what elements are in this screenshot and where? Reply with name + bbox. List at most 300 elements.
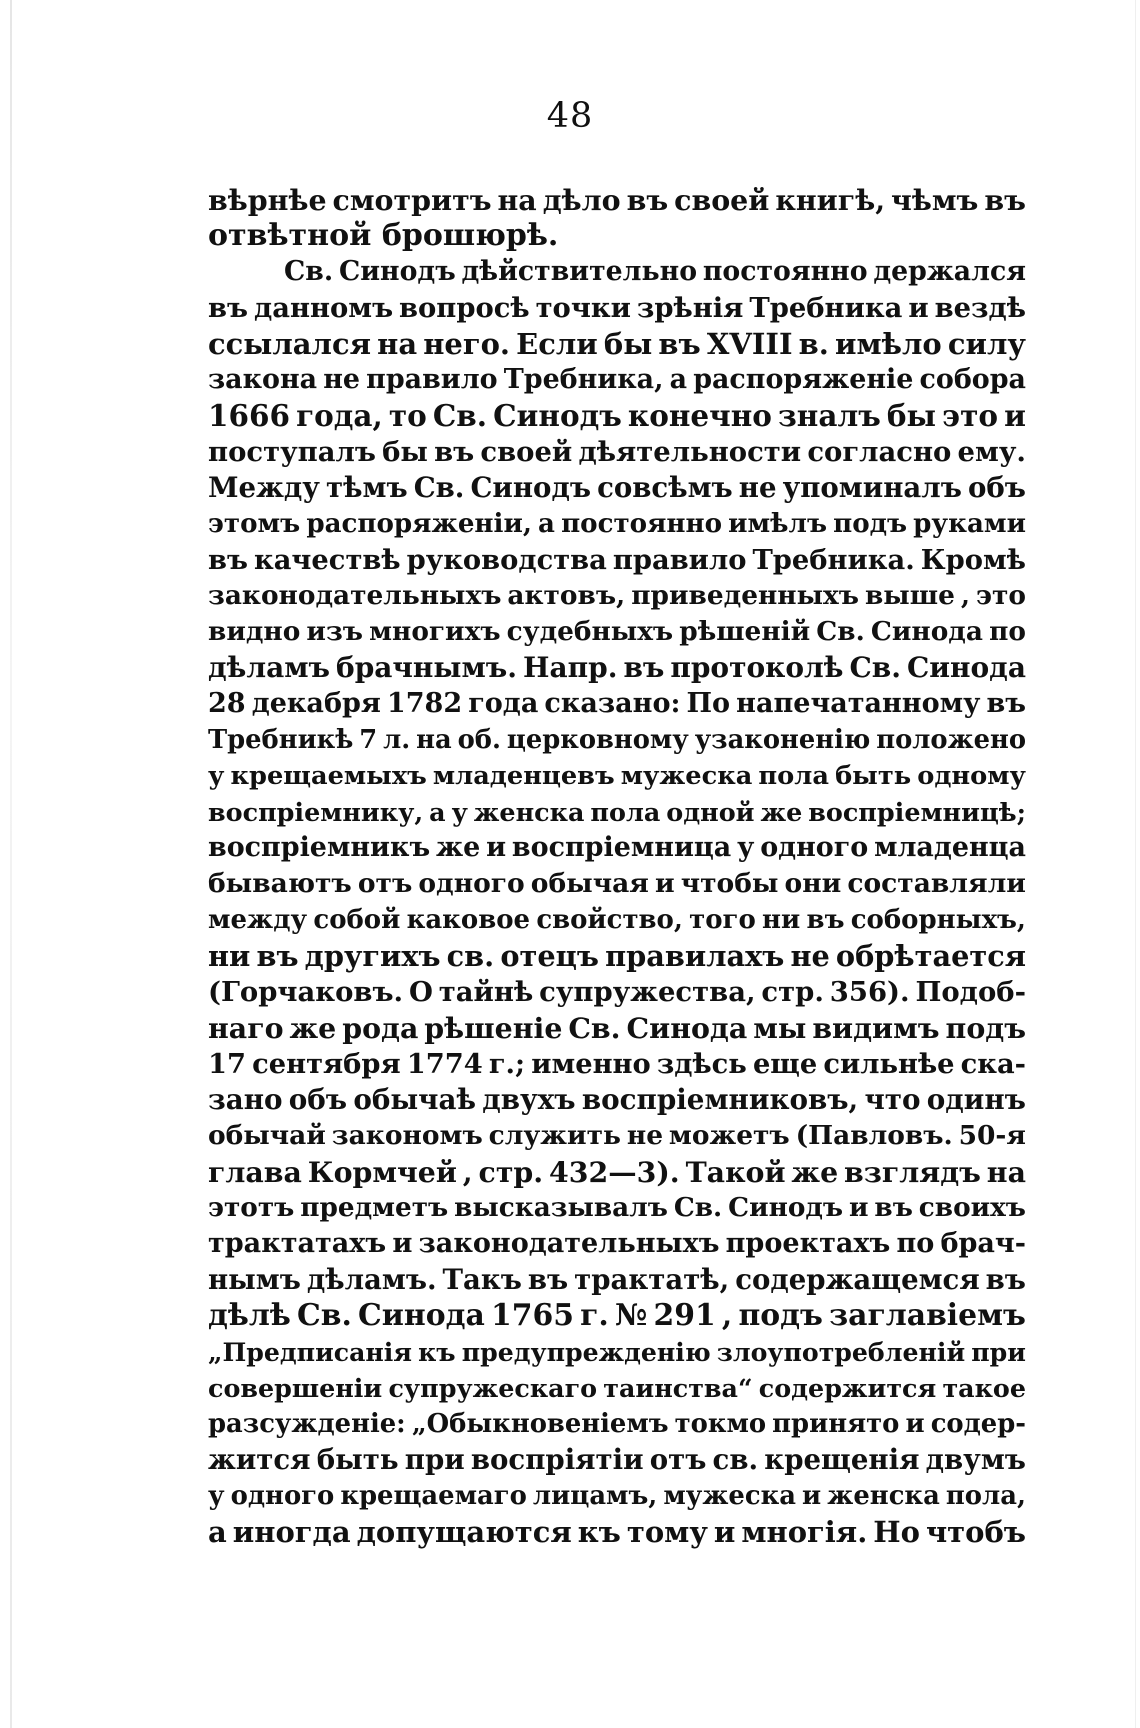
word: Св. — [413, 471, 465, 504]
word: объ — [967, 471, 1026, 504]
word: Такой — [685, 1155, 786, 1189]
word: Требникѣ — [208, 725, 354, 755]
word: въ — [527, 1263, 569, 1296]
word: того — [689, 905, 756, 935]
word: Синода — [906, 651, 1026, 684]
body-text — [208, 182, 1026, 1550]
word: Требника — [749, 292, 903, 324]
word: сильнѣе — [823, 1048, 955, 1080]
word: соборныхъ, — [850, 905, 1026, 935]
word: здѣсь — [656, 1048, 747, 1080]
word: одинъ — [926, 1083, 1026, 1116]
word: одному — [917, 761, 1026, 791]
word: это — [975, 580, 1026, 611]
word: св. — [712, 1443, 759, 1476]
word: крещаемыхъ — [230, 761, 427, 791]
word: приведенныхъ — [631, 580, 859, 611]
word: Требника. — [752, 544, 915, 576]
text-line — [208, 866, 1026, 902]
word: глава — [208, 1155, 302, 1189]
word: качествѣ — [253, 544, 401, 576]
word: а — [538, 508, 555, 539]
word: вездѣ — [934, 292, 1026, 324]
word: составляли — [847, 868, 1026, 899]
word: наго — [208, 1011, 284, 1045]
word: отъ — [649, 1443, 707, 1476]
word: рѣшеніе — [424, 1011, 563, 1045]
word: чтобъ — [925, 1515, 1026, 1549]
word: допущаются — [356, 1515, 572, 1549]
text-line — [208, 182, 1026, 218]
scan-edge-shadow-right — [1135, 0, 1136, 1728]
word: въ — [256, 939, 299, 973]
word: быть — [316, 1443, 399, 1476]
text-line — [208, 758, 1026, 794]
word: Но — [873, 1515, 920, 1549]
word: положено — [876, 725, 1026, 755]
word: согласно — [807, 436, 952, 468]
word: правило — [612, 544, 747, 576]
word: содержится — [758, 1373, 937, 1403]
word: Синода — [626, 1011, 748, 1045]
word: пола — [590, 797, 661, 827]
word: свойство, — [536, 905, 683, 935]
word: и — [802, 1481, 822, 1511]
word: своей — [674, 183, 770, 217]
word: воспріятіи — [470, 1443, 644, 1476]
word: держался — [873, 256, 1026, 287]
word: же — [791, 1155, 839, 1189]
text-line — [208, 974, 1026, 1010]
word: , — [462, 1155, 473, 1189]
word: силу — [947, 327, 1026, 361]
text-line — [208, 1298, 1026, 1334]
word: обычаѣ — [353, 1083, 476, 1116]
word: подъ — [738, 1298, 823, 1333]
word: въ — [986, 688, 1026, 719]
text-line — [208, 362, 1026, 398]
word: узаконенію — [694, 725, 871, 755]
text-line — [208, 542, 1026, 578]
word: у — [451, 797, 468, 827]
word: и — [713, 1515, 736, 1549]
word: одной — [666, 797, 755, 827]
word: не — [323, 364, 360, 395]
word: об. — [457, 725, 501, 755]
text-line — [208, 1226, 1026, 1262]
word: у — [208, 761, 225, 791]
word: въ — [985, 1263, 1026, 1296]
word: предупрежденію — [461, 1337, 711, 1367]
word: и — [654, 868, 675, 899]
word: собой — [313, 905, 401, 935]
word: судебныхъ — [506, 616, 674, 647]
text-line — [208, 1154, 1026, 1190]
word: Св. — [816, 616, 865, 647]
word: лицамъ, — [532, 1481, 658, 1511]
word: вѣрнѣе — [208, 183, 327, 217]
word: распоряженіи, — [306, 508, 532, 539]
word: токмо — [674, 1409, 767, 1439]
word: упоминалъ — [782, 471, 962, 504]
word: зано — [208, 1083, 283, 1116]
word: можетъ — [668, 1120, 790, 1151]
word: у — [737, 832, 755, 863]
word: на — [497, 183, 537, 217]
word: книгѣ, — [775, 183, 886, 217]
word: актовъ, — [507, 580, 626, 611]
word: Кромѣ — [920, 544, 1026, 576]
word: „Обыкновеніемъ — [411, 1409, 669, 1439]
word: Синода — [870, 616, 983, 647]
word: правило — [366, 364, 498, 395]
word: пола, — [945, 1481, 1026, 1511]
word: ему. — [957, 436, 1026, 468]
word: 50-я — [958, 1120, 1026, 1151]
word: ни — [208, 939, 251, 973]
word: содер- — [930, 1409, 1026, 1439]
word: воспріемница — [511, 832, 732, 863]
word: имѣло — [834, 327, 942, 361]
word: декабря — [251, 688, 381, 719]
word: служить — [488, 1120, 621, 1151]
word: смотритъ — [332, 183, 492, 217]
word: правилахъ — [605, 939, 785, 973]
word: Синодъ — [728, 1192, 844, 1223]
word: бы — [603, 327, 653, 361]
text-line — [208, 470, 1026, 506]
word: закона — [208, 364, 318, 395]
text-line — [208, 1478, 1026, 1514]
word: 291 — [653, 1298, 716, 1333]
word: года — [468, 688, 539, 719]
word: объ — [288, 1083, 348, 1116]
word: № — [614, 1298, 648, 1333]
word: по — [896, 1228, 935, 1259]
word: 1774 — [406, 1048, 483, 1080]
word: Синодъ — [493, 398, 622, 433]
word: принято — [772, 1409, 900, 1439]
word: распоряженіе — [693, 364, 914, 395]
word: ни — [762, 905, 801, 935]
word: рѣшеній — [679, 616, 811, 647]
word: бы — [886, 398, 937, 433]
word: воспріемницѣ; — [808, 797, 1026, 827]
word: бы — [382, 436, 428, 468]
word: данномъ — [253, 292, 394, 324]
word: дѣламъ. — [306, 1263, 437, 1296]
word: жится — [208, 1443, 311, 1476]
word: то — [388, 398, 427, 433]
word: брошюрѣ. — [381, 218, 559, 253]
word: отвѣтной — [208, 218, 372, 253]
word: же — [289, 1011, 337, 1045]
word: конечно — [627, 398, 772, 433]
word: младенца — [874, 832, 1026, 863]
text-line — [208, 506, 1026, 542]
word: къ — [577, 1515, 621, 1549]
page-number: 48 — [546, 96, 594, 136]
word: Синодъ — [338, 256, 456, 287]
word: совершеніи — [208, 1373, 383, 1403]
text-line — [208, 398, 1026, 434]
word: тайнѣ — [438, 976, 534, 1008]
word: этотъ — [208, 1192, 295, 1223]
word: дѣйствительно — [461, 256, 698, 287]
text-line — [208, 1514, 1026, 1550]
word: тѣмъ — [326, 471, 408, 504]
word: вопросѣ — [399, 292, 530, 324]
word: а — [669, 364, 688, 395]
word: законодательныхъ — [418, 1228, 720, 1259]
word: пола — [758, 761, 829, 791]
word: протоколѣ — [670, 651, 844, 684]
word: многихъ — [369, 616, 501, 647]
word: же — [760, 797, 803, 827]
text-line — [208, 1118, 1026, 1154]
word: св. — [446, 939, 495, 973]
word: къ — [418, 1337, 456, 1367]
word: между — [208, 905, 308, 935]
word: постоянно — [702, 256, 868, 287]
word: Св. — [284, 256, 334, 287]
word: въ — [626, 183, 669, 217]
word: не — [790, 939, 830, 973]
word: Св. — [297, 1298, 352, 1333]
word: 356). — [829, 976, 910, 1008]
word: , — [960, 580, 971, 611]
word: крещенія — [764, 1443, 920, 1476]
word: руководства — [406, 544, 607, 576]
word: точки — [535, 292, 631, 324]
word: стр. — [478, 1155, 544, 1189]
word: въ — [984, 183, 1026, 217]
word: Св. — [432, 398, 488, 433]
word: 28 — [208, 688, 246, 719]
word: ска- — [960, 1048, 1026, 1080]
word: при — [971, 1337, 1026, 1367]
word: отъ — [357, 868, 413, 899]
word: Синодъ — [470, 471, 591, 504]
text-line — [208, 902, 1026, 938]
word: дѣламъ — [208, 651, 331, 684]
word: у — [208, 1481, 225, 1511]
word: а — [208, 1515, 227, 1549]
word: выше — [864, 580, 955, 611]
text-line — [208, 434, 1026, 470]
word: законодательныхъ — [208, 580, 502, 611]
word: Св. — [673, 1192, 723, 1223]
word: разсужденіе: — [208, 1409, 406, 1439]
word: (Павловъ. — [795, 1120, 953, 1151]
word: воспріемнику, — [208, 797, 424, 827]
word: чѣмъ — [891, 183, 979, 217]
word: по — [989, 616, 1026, 647]
word: Св. — [849, 651, 901, 684]
text-line — [208, 794, 1026, 830]
text-line — [208, 1370, 1026, 1406]
word: 432—3). — [549, 1155, 680, 1189]
word: мужеска — [620, 761, 753, 791]
word: л. — [383, 725, 411, 755]
word: обычай — [208, 1120, 326, 1151]
word: постоянно — [561, 508, 723, 539]
word: отецъ — [500, 939, 599, 973]
word: Кормчей — [307, 1155, 457, 1189]
word: нымъ — [208, 1263, 301, 1296]
word: XVIII — [706, 327, 793, 361]
word: Синода — [358, 1298, 485, 1333]
word: , — [721, 1298, 733, 1333]
word: и — [905, 1409, 925, 1439]
word: Между — [208, 471, 320, 504]
word: своей — [480, 436, 573, 468]
word: О — [408, 976, 433, 1008]
word: женска — [827, 1481, 940, 1511]
text-line — [208, 1190, 1026, 1226]
word: мужеска — [663, 1481, 796, 1511]
word: Подоб- — [915, 976, 1026, 1008]
word: въ — [623, 651, 665, 684]
word: г.; — [488, 1048, 526, 1080]
text-line — [208, 254, 1026, 290]
word: одного — [418, 868, 525, 899]
word: поступалъ — [208, 436, 376, 468]
word: Если — [516, 327, 598, 361]
word: брач- — [940, 1228, 1026, 1259]
word: на — [377, 327, 418, 361]
text-line — [208, 614, 1026, 650]
word: Св. — [568, 1011, 621, 1045]
word: зрѣнія — [636, 292, 744, 324]
word: дѣятельности — [578, 436, 802, 468]
word: такое — [942, 1373, 1026, 1403]
word: же — [435, 832, 481, 863]
word: и — [1004, 398, 1026, 433]
text-line — [208, 722, 1026, 758]
word: „Предписанія — [208, 1337, 412, 1367]
word: Напр. — [523, 651, 618, 684]
word: на — [416, 725, 452, 755]
word: Такъ — [442, 1263, 522, 1296]
word: 1782 — [386, 688, 463, 719]
text-line — [208, 1046, 1026, 1082]
text-line — [208, 938, 1026, 974]
word: 17 — [208, 1048, 246, 1080]
word: въ — [208, 292, 249, 324]
word: а — [429, 797, 446, 827]
word: проектахъ — [725, 1228, 891, 1259]
word: собора — [919, 364, 1026, 395]
word: имѣлъ — [728, 508, 827, 539]
text-line — [208, 830, 1026, 866]
word: 1765 — [490, 1298, 574, 1333]
word: этомъ — [208, 508, 301, 539]
word: тому — [626, 1515, 708, 1549]
word: и — [908, 292, 929, 324]
text-line — [208, 1262, 1026, 1298]
word: взглядъ — [844, 1155, 981, 1189]
word: напечатанному — [736, 688, 981, 719]
word: 7 — [359, 725, 378, 755]
word: изъ — [306, 616, 364, 647]
word: подъ — [945, 1011, 1026, 1045]
word: при — [404, 1443, 465, 1476]
word: подъ — [833, 508, 908, 539]
word: бываютъ — [208, 868, 352, 899]
word: видимъ — [812, 1011, 940, 1045]
word: именно — [531, 1048, 651, 1080]
word: одного — [760, 832, 869, 863]
scan-edge-shadow-left — [10, 0, 12, 1728]
word: 1666 — [208, 398, 290, 433]
word: и — [848, 1192, 869, 1223]
word: что — [864, 1083, 921, 1116]
word: в. — [798, 327, 829, 361]
word: него. — [423, 327, 511, 361]
word: г. — [580, 1298, 609, 1333]
word: трактатахъ — [208, 1228, 387, 1259]
word: на — [986, 1155, 1026, 1189]
text-line — [208, 1442, 1026, 1478]
word: ссылался — [208, 327, 371, 361]
word: супружества, — [539, 976, 756, 1008]
word: (Горчаковъ. — [208, 976, 404, 1008]
word: сказано: — [544, 688, 681, 719]
word: содержащемся — [735, 1263, 980, 1296]
word: не — [738, 471, 777, 504]
word: быть — [835, 761, 912, 791]
text-line — [208, 1082, 1026, 1118]
word: трактатѣ, — [574, 1263, 730, 1296]
word: дѣло — [542, 183, 621, 217]
word: еще — [752, 1048, 818, 1080]
text-line — [208, 326, 1026, 362]
text-line — [208, 1406, 1026, 1442]
word: брачнымъ. — [336, 651, 518, 684]
word: въ — [208, 544, 248, 576]
word: воспріемниковъ, — [581, 1083, 859, 1116]
word: не — [626, 1120, 664, 1151]
word: они — [784, 868, 842, 899]
word: крещаемаго — [340, 1481, 527, 1511]
word: своихъ — [918, 1192, 1026, 1223]
text-line — [208, 650, 1026, 686]
word: руками — [913, 508, 1026, 539]
word: предметъ — [300, 1192, 449, 1223]
word: женска — [473, 797, 585, 827]
word: мы — [753, 1011, 807, 1045]
word: церковному — [506, 725, 689, 755]
word: закономъ — [331, 1120, 483, 1151]
word: По — [686, 688, 731, 719]
word: года, — [296, 398, 383, 433]
text-line — [208, 290, 1026, 326]
word: каковое — [406, 905, 531, 935]
word: въ — [806, 905, 845, 935]
word: это — [942, 398, 999, 433]
word: въ — [874, 1192, 913, 1223]
word: видно — [208, 616, 301, 647]
word: многія. — [741, 1515, 868, 1549]
word: зналъ — [778, 398, 881, 433]
text-line — [208, 578, 1026, 614]
word: и — [486, 832, 507, 863]
word: двухъ — [482, 1083, 576, 1116]
word: двумъ — [925, 1443, 1026, 1476]
word: Требника, — [503, 364, 664, 395]
text-line — [208, 1010, 1026, 1046]
